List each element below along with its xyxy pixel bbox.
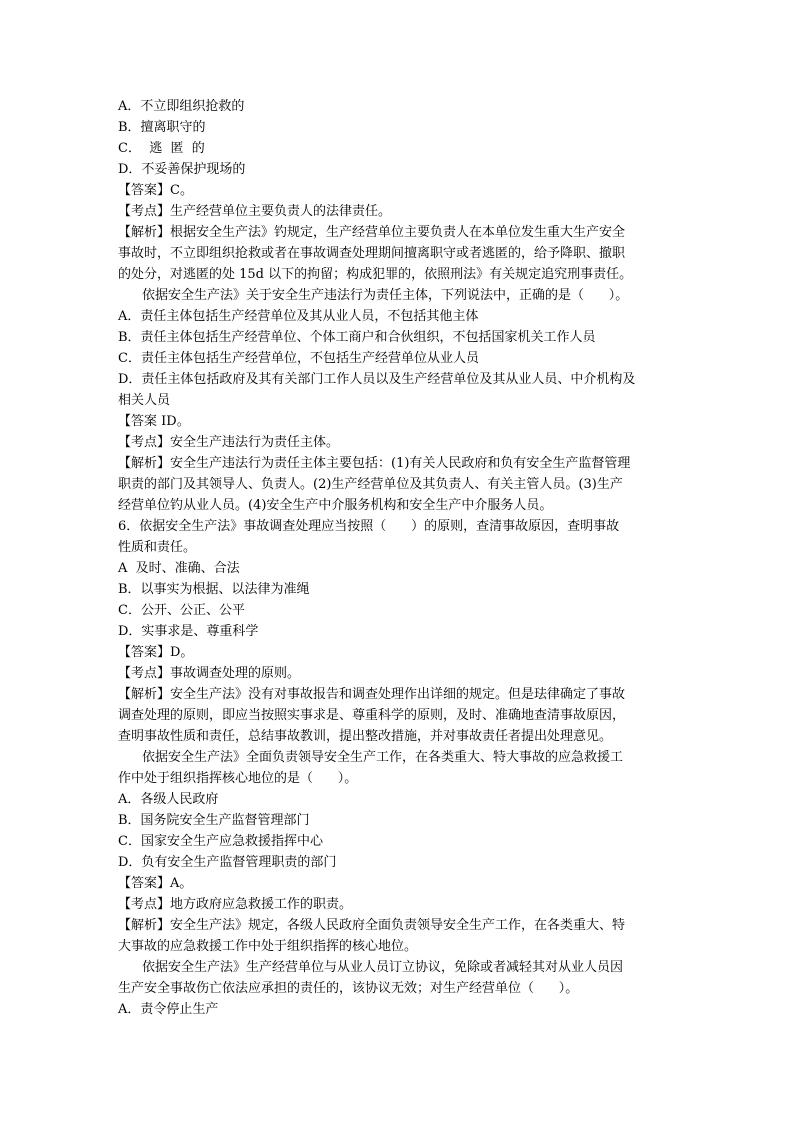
- text-line: 依据安全生产法》生产经营单位与从业人员订立协议，免除或者减轻其对从业人员因: [142, 960, 624, 975]
- text-line: 的处分，对逃匿的处 15d 以下的拘留；构成犯罪的，依照刑法》有关规定追究刑事责任。: [118, 267, 633, 282]
- text-line: B．擅离职守的: [118, 120, 206, 135]
- text-line: C．公开、公正、公平: [118, 603, 245, 618]
- text-line: 【解析】安全生产违法行为责任主体主要包括：(1)有关人民政府和负有安全生产监督管理: [118, 456, 631, 471]
- text-line: 经营单位钓从业人员。(4)安全生产中介服务机构和安全生产中介服务人员。: [118, 498, 553, 513]
- text-line: C． 逃 匿 的: [118, 141, 205, 156]
- text-line: A．不立即组织抢救的: [118, 99, 245, 114]
- text-line: 【解析】安全生产法》规定，各级人民政府全面负责领导安全生产工作，在各类重大、特: [118, 918, 626, 933]
- text-line: D．责任主体包括政府及其有关部门工作人员以及生产经营单位及其从业人员、中介机构及: [118, 372, 636, 387]
- text-line: 相关人员: [118, 393, 171, 408]
- text-line: 【考点】地方政府应急救援工作的职责。: [118, 897, 353, 912]
- text-line: 【答案】A。: [118, 876, 193, 891]
- text-line: C．责任主体包括生产经营单位，不包括生产经营单位从业人员: [118, 351, 479, 366]
- text-line: A 及时、准确、合法: [118, 561, 240, 576]
- text-line: 性质和责任。: [118, 540, 197, 555]
- text-line: A．责令停止生产: [118, 1002, 219, 1017]
- text-line: 【答案 ID。: [118, 414, 190, 429]
- text-line: 依据安全生产法》关于安全生产违法行为责任主体，下列说法中，正确的是（ ）。: [142, 288, 629, 303]
- text-line: A．责任主体包括生产经营单位及其从业人员，不包括其他主体: [118, 309, 479, 324]
- text-line: A．各级人民政府: [118, 792, 219, 807]
- text-line: B．以事实为根据、以法律为准绳: [118, 582, 310, 597]
- text-line: 查明事故性质和责任，总结事故教训，提出整改措施，并对事故责任者提出处理意见。: [118, 729, 613, 744]
- text-line: D．负有安全生产监督管理职责的部门: [118, 855, 337, 870]
- text-line: 【解析】根据安全生产法》钓规定，生产经营单位主要负责人在本单位发生重大生产安全: [118, 225, 626, 240]
- text-line: 【答案】D。: [118, 645, 194, 660]
- text-line: 【考点】事故调查处理的原则。: [118, 666, 301, 681]
- text-line: 生产安全事故伤亡依法应承担的责任的，该协议无效；对生产经营单位（ ）。: [118, 981, 579, 996]
- text-line: 职责的部门及其领导人、负责人。(2)生产经营单位及其负责人、有关主管人员。(3)生产: [118, 477, 623, 492]
- text-line: 事故时，不立即组织抢救或者在事故调查处理期间擅离职守或者逃匿的，给予降职、撤职: [118, 246, 626, 261]
- text-line: B．责任主体包括生产经营单位、个体工商户和合伙组织，不包括国家机关工作人员: [118, 330, 596, 345]
- text-line: 【考点】安全生产违法行为责任主体。: [118, 435, 340, 450]
- text-line: D．实事求是、尊重科学: [118, 624, 259, 639]
- text-line: 【解析】安全生产法》没有对事故报告和调查处理作出详细的规定。但是珐律确定了事故: [118, 687, 626, 702]
- text-line: B．国务院安全生产监督管理部门: [118, 813, 310, 828]
- text-line: 调查处理的原则，即应当按照实事求是、尊重科学的原则，及时、准确地查清事故原因，: [118, 708, 626, 723]
- text-line: 依据安全生产法》全面负责领导安全生产工作，在各类重大、特大事故的应急救援工: [142, 750, 624, 765]
- text-line: 6．依据安全生产法》事故调查处理应当按照（ ）的原则，查清事故原因，查明事故: [118, 519, 620, 534]
- document-page: [118, 96, 678, 1020]
- text-line: 作中处于组织指挥核心地位的是（ ）。: [118, 771, 358, 786]
- text-line: 【考点】生产经营单位主要负责人的法律责任。: [118, 204, 392, 219]
- text-line: 【答案】C。: [118, 183, 193, 198]
- text-line: C．国家安全生产应急救援指挥中心: [118, 834, 323, 849]
- text-line: 大事故的应急救援工作中处于组织指挥的核心地位。: [118, 939, 418, 954]
- text-line: D．不妥善保护现场的: [118, 162, 246, 177]
